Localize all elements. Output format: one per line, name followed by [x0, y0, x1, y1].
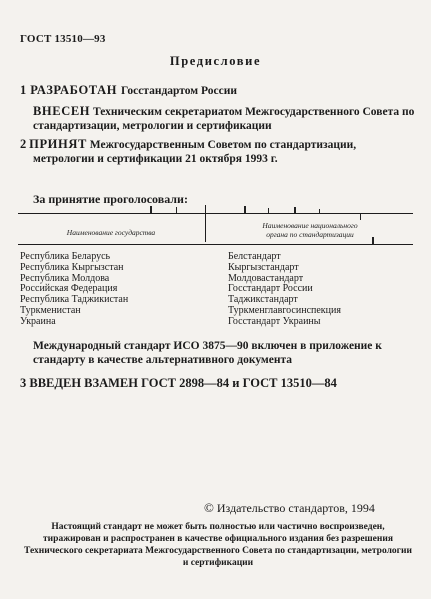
- copyright: [204, 500, 375, 516]
- list-item: Республика Молдова: [20, 272, 110, 284]
- states-list: [20, 252, 128, 328]
- copyright-icon: ©: [204, 500, 214, 515]
- section-3: [20, 376, 337, 391]
- scan-mark: [244, 206, 246, 213]
- column-header-org-line1: Наименование национального: [262, 221, 358, 230]
- page-title: Предисловие: [169, 54, 262, 68]
- list-item: Российская Федерация: [20, 283, 118, 295]
- section-text: ВВЕДЕН ВЗАМЕН ГОСТ 2898—84 и ГОСТ 13510—84: [29, 376, 337, 390]
- column-header-org: [207, 221, 413, 239]
- list-item: Молдовастандарт: [228, 272, 304, 284]
- list-item: Республика Кыргызстан: [20, 261, 124, 273]
- section-vnesen: [33, 104, 421, 133]
- section-1: [20, 81, 237, 99]
- table-column-divider: [205, 205, 206, 242]
- section-number: 1: [20, 83, 27, 97]
- international-standard-note: Международный стандарт ИСО 3875—90 включен в приложение к стандарту в качестве альтернативного документа: [33, 340, 382, 366]
- section-text: Госстандартом России: [121, 85, 237, 97]
- scan-mark: [268, 208, 269, 213]
- copyright-text: Издательство стандартов, 1994: [216, 501, 375, 515]
- list-item: Госстандарт Украины: [228, 315, 321, 327]
- list-item: Туркменистан: [20, 304, 81, 316]
- reproduction-notice: Настоящий стандарт не может быть полностью или частично воспроизведен, тиражирован и распространен в качестве официального издания без разрешения Технического секретариата Межгосударственного Совета по стандартизации, метрологии и сертификации: [24, 522, 412, 568]
- table-header-rule: [18, 244, 413, 245]
- section-number: 2: [20, 137, 27, 151]
- column-header-state: Наименование государства: [66, 228, 156, 237]
- list-item: Украина: [20, 315, 56, 327]
- list-item: Таджикстандарт: [228, 294, 298, 306]
- list-item: Белстандарт: [228, 251, 281, 262]
- table-top-rule: [18, 213, 413, 214]
- list-item: Кыргызстандарт: [228, 261, 299, 273]
- agreement-heading: За принятие проголосовали:: [33, 192, 188, 206]
- section-text-line1: Межгосударственным Советом по стандартизации,: [89, 139, 357, 151]
- scan-mark: [176, 207, 177, 213]
- section-2: [20, 137, 420, 166]
- section-number: 3: [20, 376, 27, 390]
- scan-mark: [319, 209, 320, 214]
- section-text-line2: метрологии и сертификации 21 октября 1993 г.: [33, 153, 278, 165]
- scan-mark: [360, 214, 361, 220]
- section-keyword: ВНЕСЕН: [33, 104, 91, 118]
- list-item: Республика Беларусь: [20, 251, 111, 262]
- section-keyword: ПРИНЯТ: [29, 137, 87, 151]
- section-keyword: РАЗРАБОТАН: [30, 83, 118, 97]
- orgs-list: [228, 252, 341, 328]
- column-header-org-line2: органа по стандартизации: [266, 230, 354, 239]
- scan-mark: [150, 206, 152, 213]
- list-item: Госстандарт России: [228, 283, 313, 295]
- list-item: Республика Таджикистан: [20, 294, 129, 306]
- scan-mark: [294, 207, 296, 213]
- section-text: Техническим секретариатом Межгосударственного Совета по стандартизации, метрологии и сертификации: [33, 106, 415, 132]
- document-id: ГОСТ 13510—93: [20, 33, 106, 45]
- list-item: Туркменглавгосинспекция: [228, 304, 341, 316]
